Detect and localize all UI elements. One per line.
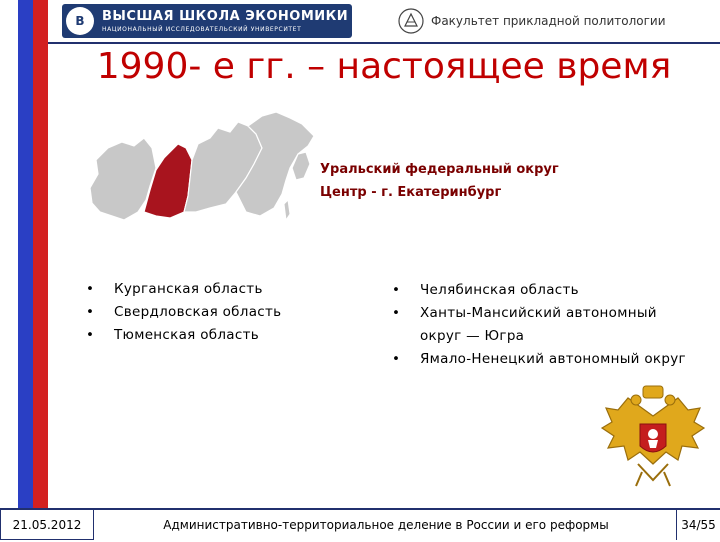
district-info <box>320 158 559 204</box>
coat-of-arms-icon <box>598 382 708 490</box>
page-number: 34/55 <box>676 510 720 540</box>
list-item: • Свердловская область <box>86 301 356 324</box>
logo-sub-text: НАЦИОНАЛЬНЫЙ ИССЛЕДОВАТЕЛЬСКИЙ УНИВЕРСИТЕТ <box>102 26 302 33</box>
faculty-emblem-icon <box>398 8 424 34</box>
hse-emblem-icon: B <box>66 7 94 35</box>
slide-title: 1990- е гг. – настоящее время <box>96 46 672 87</box>
faculty-name: Факультет прикладной политологии <box>431 14 666 28</box>
list-item: • Курганская область <box>86 278 356 301</box>
slide-footer <box>0 508 720 542</box>
list-item: • Челябинская область <box>392 279 702 302</box>
logo-main-text: ВЫСШАЯ ШКОЛА ЭКОНОМИКИ <box>102 9 349 24</box>
russia-map <box>86 108 316 238</box>
flag-stripe-red <box>33 0 48 540</box>
hse-logo <box>62 4 352 38</box>
regions-list-right <box>392 279 702 371</box>
list-item: • Ямало-Ненецкий автономный округ <box>392 348 702 371</box>
map-region-sakhalin <box>284 200 290 220</box>
district-center: Центр - г. Екатеринбург <box>320 185 502 200</box>
regions-list-left <box>86 278 356 347</box>
list-item: • Ханты-Мансийский автономный округ — Югра <box>392 302 702 348</box>
slide-header <box>48 0 720 44</box>
list-item: • Тюменская область <box>86 324 356 347</box>
district-name: Уральский федеральный округ <box>320 162 559 177</box>
flag-stripe-blue <box>18 0 33 540</box>
footer-date: 21.05.2012 <box>0 510 94 540</box>
flag-stripe-white <box>0 0 18 540</box>
footer-title: Административно-территориальное деление в России и его реформы <box>163 518 609 532</box>
